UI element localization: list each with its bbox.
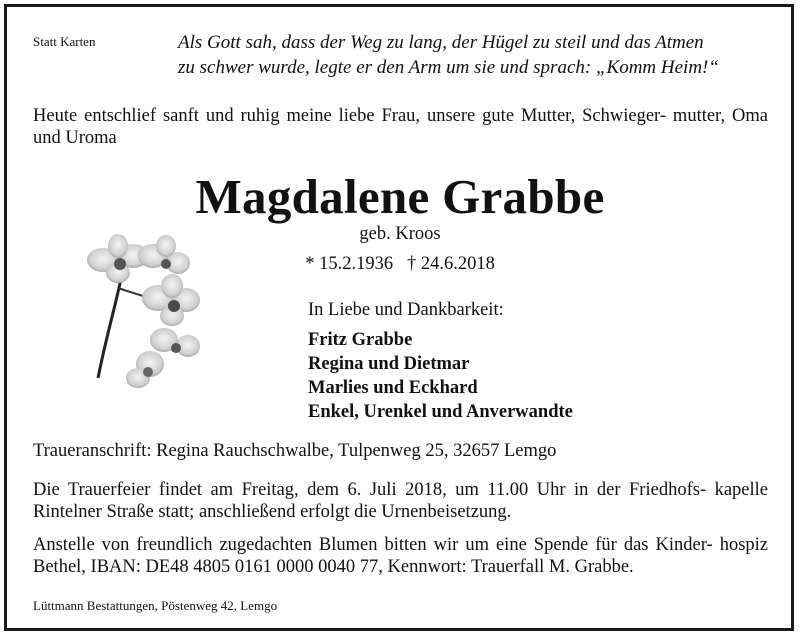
motto-line-1: Als Gott sah, dass der Weg zu lang, der Hügel zu steil und das Atmen bbox=[178, 32, 704, 53]
maiden-name: geb. Kroos bbox=[359, 224, 441, 244]
donation-request: Anstelle von freundlich zugedachten Blumen bitten wir um eine Spende für das Kinder- hospiz Bethel, IBAN: DE48 4805 0161 0000 0040 77, Kennwort: Trauerfall M. Grabbe. bbox=[33, 535, 768, 577]
deceased-name: Magdalene Grabbe bbox=[195, 169, 605, 224]
header-statt-karten: Statt Karten bbox=[33, 34, 96, 49]
mourner-1: Fritz Grabbe bbox=[308, 330, 413, 350]
mourner-2: Regina und Dietmar bbox=[308, 354, 470, 374]
orchid-image bbox=[78, 228, 218, 398]
motto bbox=[178, 30, 778, 80]
funeral-home: Lüttmann Bestattungen, Pöstenweg 42, Lemgo bbox=[33, 598, 278, 613]
motto-line-2: zu schwer wurde, legte er den Arm um sie und sprach: „Komm Heim!“ bbox=[178, 57, 719, 78]
orchid-bloom bbox=[138, 235, 190, 274]
intro-text: Heute entschlief sanft und ruhig meine liebe Frau, unsere gute Mutter, Schwieger- mutter, Oma und Uroma bbox=[33, 106, 768, 148]
funeral-service: Die Trauerfeier findet am Freitag, dem 6. Juli 2018, um 11.00 Uhr in der Friedhofs- kapelle Rintelner Straße statt; anschließend erfolgt die Urnenbeisetzung. bbox=[33, 480, 768, 522]
mourning-address: Traueranschrift: Regina Rauchschwalbe, Tulpenweg 25, 32657 Lemgo bbox=[33, 441, 557, 461]
orchid-bloom bbox=[150, 328, 200, 357]
orchid-bloom bbox=[126, 351, 164, 388]
mourner-4: Enkel, Urenkel und Anverwandte bbox=[308, 402, 573, 422]
mourners-list bbox=[308, 328, 573, 424]
orchid-bloom bbox=[142, 274, 200, 326]
mourner-3: Marlies und Eckhard bbox=[308, 378, 478, 398]
birth-death-dates: * 15.2.1936 † 24.6.2018 bbox=[305, 254, 495, 274]
thanks-line: In Liebe und Dankbarkeit: bbox=[308, 300, 504, 320]
